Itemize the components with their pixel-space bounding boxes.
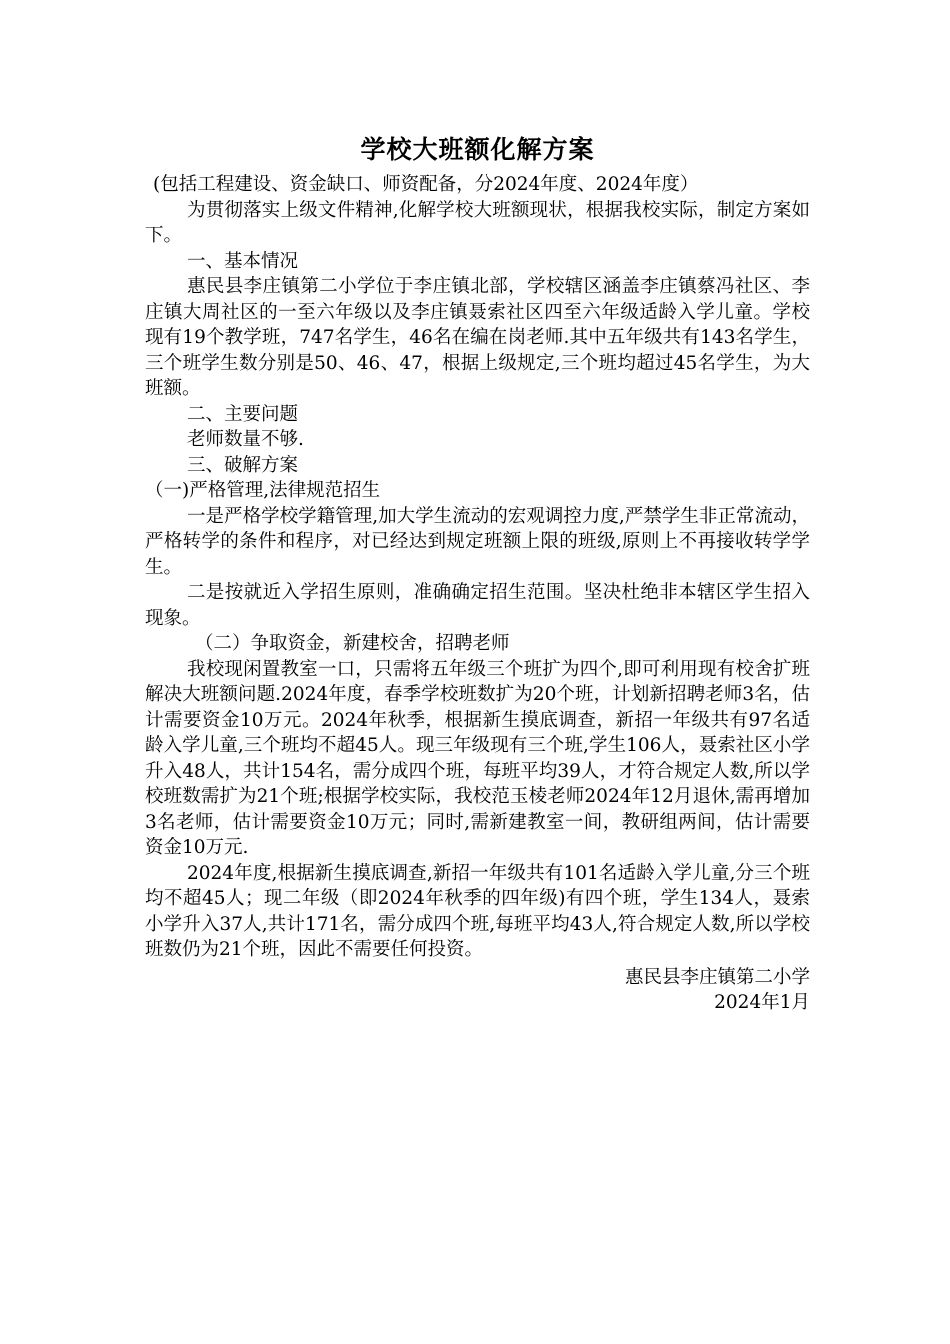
- section-heading-basic-situation: 一、基本情况: [187, 250, 299, 272]
- strict-management-paragraph-2: 二是按就近入学招生原则，准确确定招生范围。坚决杜绝非本辖区学生招入现象。: [145, 582, 810, 629]
- subsection-heading-funding: （二）争取资金，新建校舍，招聘老师: [195, 633, 510, 654]
- funding-paragraph-2: 2024年度,根据新生摸底调查,新招一年级共有101名适龄入学儿童,分三个班均不超45人；现二年级（即2024年秋季的四年级)有四个班，学生134人，聂索小学升入37人,共计171名，需分成四个班,每班平均43人,符合规定人数,所以学校班数仍为21个班，因此不需要任何投资。: [145, 862, 810, 960]
- section-heading-main-problems: 二、主要问题: [187, 403, 299, 425]
- intro-paragraph: 为贯彻落实上级文件精神,化解学校大班额现状，根据我校实际，制定方案如下。: [145, 199, 810, 246]
- main-problems-paragraph: 老师数量不够.: [187, 429, 304, 450]
- strict-management-paragraph-1: 一是严格学校学籍管理,加大学生流动的宏观调控力度,严禁学生非正常流动，严格转学的条件和程序，对已经达到规定班额上限的班级,原则上不再接收转学学生。: [145, 505, 810, 578]
- signature-date: 2024年1月: [714, 992, 810, 1013]
- document-title: 学校大班额化解方案: [360, 135, 595, 164]
- basic-situation-paragraph: 惠民县李庄镇第二小学位于李庄镇北部，学校辖区涵盖李庄镇蔡冯社区、李庄镇大周社区的一至六年级以及李庄镇聂索社区四至六年级适龄入学儿童。学校现有19个教学班，747名学生，46名在编在岗老师.其中五年级共有143名学生，三个班学生数分别是50、46、47，根据上级规定,三个班均超过45名学生，为大班额。: [145, 276, 810, 399]
- signature-block: [145, 965, 810, 1016]
- signature-organization: 惠民县李庄镇第二小学: [624, 966, 810, 988]
- document-page: [145, 128, 810, 1016]
- section-heading-solution: 三、破解方案: [187, 454, 299, 476]
- document-subtitle: (包括工程建设、资金缺口、师资配备，分2024年度、2024年度）: [153, 174, 699, 195]
- subsection-heading-strict-management: （一)严格管理,法律规范招生: [145, 480, 381, 501]
- funding-paragraph-1: 我校现闲置教室一口，只需将五年级三个班扩为四个,即可利用现有校舍扩班解决大班额问题.2024年度，春季学校班数扩为20个班，计划新招聘老师3名，估计需要资金10万元。2024年秋季，根据新生摸底调查，新招一年级共有97名适龄入学儿童,三个班均不超45人。现三年级现有三个班,学生106人，聂索社区小学升入48人，共计154名，需分成四个班，每班平均39人，才符合规定人数,所以学校班数需扩为21个班;根据学校实际，我校范玉棱老师2024年12月退休,需再增加3名老师，估计需要资金10万元；同时,需新建教室一间，教研组两间，估计需要资金10万元.: [145, 658, 810, 858]
